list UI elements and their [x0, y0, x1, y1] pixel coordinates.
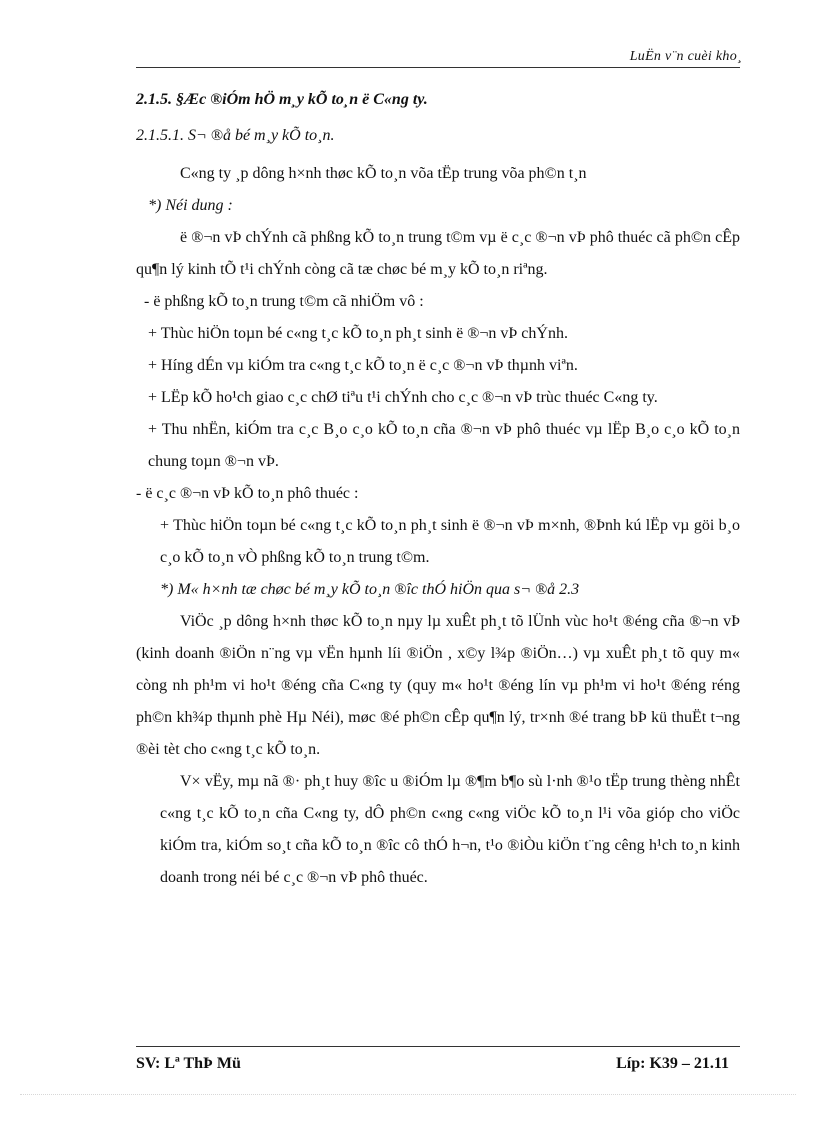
subsection-heading: 2.1.5.1. S¬ ®å bé m¸y kÕ to¸n. — [136, 127, 335, 144]
paragraph-advantages: V× vËy, mµ nã ®· ph¸t huy ®îc u ®iÓm lµ ®¶m b¶o sù l·nh ®¹o tËp trung thèng nhÊt c«ng t¸c kÕ to¸n cña C«ng ty, dÔ ph©n c«ng c«ng viÖc kÕ to¸n l¹i võa gióp cho viÖc kiÓm tra, kiÓm so¸t cña kÕ to¸n ®îc cô thÓ h¬n, t¹o ®iÒu kiÖn t¨ng cêng h¹ch to¸n kinh doanh trong néi bé c¸c ®¬n vÞ phô thuéc. — [160, 773, 740, 886]
list-item-subunit-duty: + Thùc hiÖn toµn bé c«ng t¸c kÕ to¸n ph¸t sinh ë ®¬n vÞ m×nh, ®Þnh kú lËp vµ göi b¸o c¸o kÕ to¸n vÒ phßng kÕ to¸n trung t©m. — [160, 517, 740, 566]
footer-divider — [136, 1046, 740, 1047]
paragraph-model-reference: *) M« h×nh tæ chøc bé m¸y kÕ to¸n ®îc thÓ hiÖn qua s¬ ®å 2.3 — [160, 581, 580, 598]
paragraph-accounting-form: C«ng ty ¸p dông h×nh thøc kÕ to¸n võa tËp trung võa ph©n t¸n — [180, 165, 587, 182]
list-item-duty-3: + LËp kÕ ho¹ch giao c¸c chØ tiªu t¹i chÝnh cho c¸c ®¬n vÞ trùc thuéc C«ng ty. — [148, 389, 658, 406]
footer-class: Líp: K39 – 21.11 — [616, 1055, 729, 1072]
paragraph-central-dept-duties: - ë phßng kÕ to¸n trung t©m cã nhiÖm vô : — [144, 293, 424, 310]
page-body — [136, 78, 740, 894]
paragraph-subunit-duties: - ë c¸c ®¬n vÞ kÕ to¸n phô thuéc : — [136, 485, 359, 502]
list-item-duty-2: + Híng dÉn vµ kiÓm tra c«ng t¸c kÕ to¸n ë c¸c ®¬n vÞ thµnh viªn. — [148, 357, 578, 374]
paragraph-main-unit: ë ®¬n vÞ chÝnh cã phßng kÕ to¸n trung t©m vµ ë c¸c ®¬n vÞ phô thuéc cã ph©n cÊp qu¶n lý kinh tÕ t¹i chÝnh còng cã tæ chøc bé m¸y kÕ to¸n riªng. — [136, 229, 740, 278]
section-heading: 2.1.5. §Æc ®iÓm hÖ m¸y kÕ to¸n ë C«ng ty. — [136, 91, 428, 108]
header-divider — [136, 67, 740, 68]
footer-student: SV: Lª ThÞ Mü — [136, 1055, 241, 1072]
paragraph-content-label: *) Néi dung : — [148, 197, 233, 214]
page-edge — [20, 1094, 796, 1095]
list-item-duty-4: + Thu nhËn, kiÓm tra c¸c B¸o c¸o kÕ to¸n cña ®¬n vÞ phô thuéc vµ lËp B¸o c¸o kÕ to¸n chung toµn ®¬n vÞ. — [148, 421, 740, 470]
paragraph-rationale: ViÖc ¸p dông h×nh thøc kÕ to¸n nµy lµ xuÊt ph¸t tõ lÜnh vùc ho¹t ®éng cña ®¬n vÞ (kinh doanh ®iÖn n¨ng vµ vËn hµnh líi ®iÖn , x©y l¾p ®iÖn…) vµ xuÊt ph¸t tõ quy m« còng nh ph¹m vi ho¹t ®éng cña C«ng ty (quy m« ho¹t ®éng lín vµ ph¹m vi ho¹t ®éng réng ph©n kh¾p thµnh phè Hµ Néi), møc ®é ph©n cÊp qu¶n lý, tr×nh ®é trang bÞ kü thuËt t¬ng ®èi tèt cho c«ng t¸c kÕ to¸n. — [136, 613, 740, 758]
list-item-duty-1: + Thùc hiÖn toµn bé c«ng t¸c kÕ to¸n ph¸t sinh ë ®¬n vÞ chÝnh. — [148, 325, 568, 342]
running-header: LuËn v¨n cuèi kho¸ — [629, 49, 742, 64]
